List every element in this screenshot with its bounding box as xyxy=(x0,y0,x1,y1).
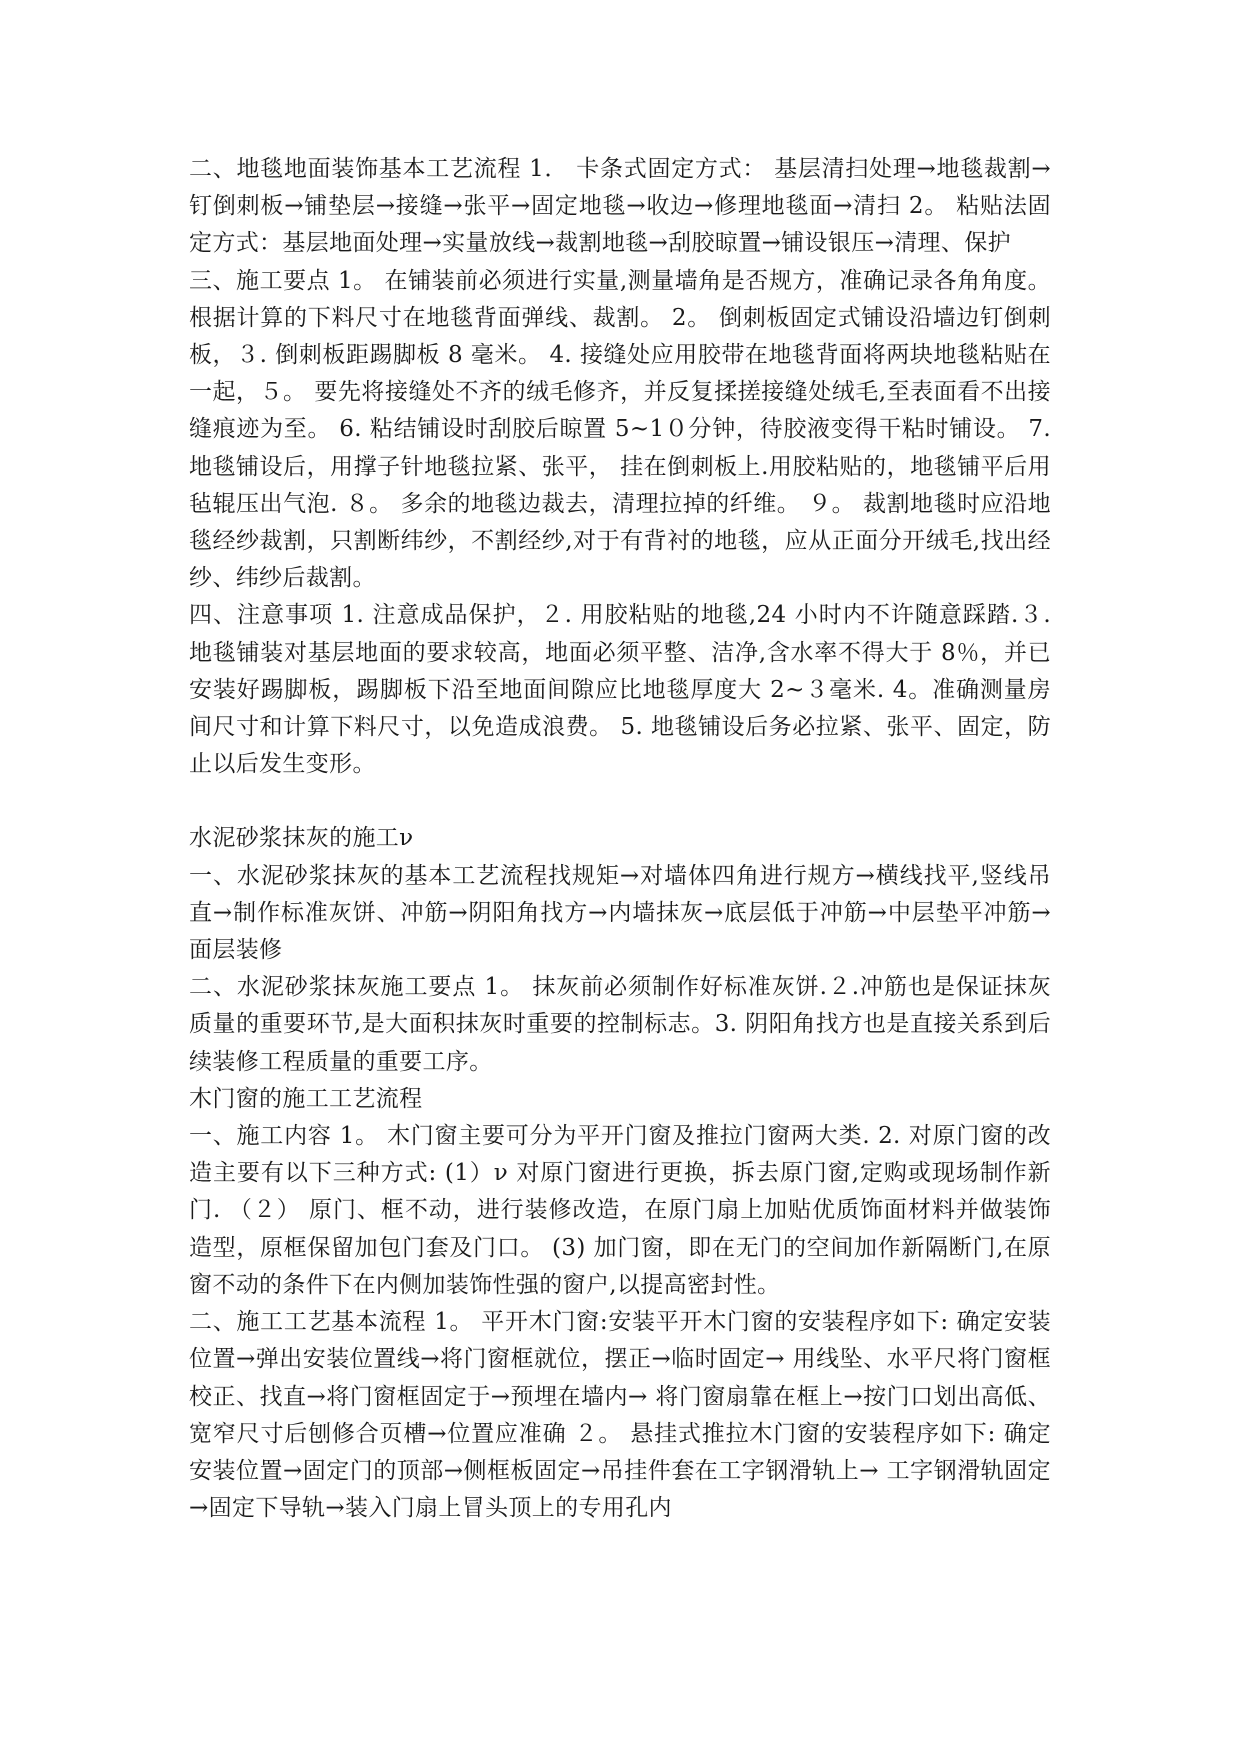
carpet-process-paragraph: 二、地毯地面装饰基本工艺流程 1． 卡条式固定方式： 基层清扫处理→地毯裁割→钉倒刺板→铺垫层→接缝→张平→固定地毯→收边→修理地毯面→清扫 2。 粘贴法固定方式：基层地面处理→实量放线→裁割地毯→刮胶晾置→铺设银压→清理、保护 xyxy=(189,156,1051,257)
carpet-key-points-paragraph: 三、施工要点 1。 在铺装前必须进行实量,测量墙角是否规方，准确记录各角角度。根据计算的下料尺寸在地毯背面弹线、裁割。 2。 倒刺板固定式铺设沿墙边钉倒刺板，３. 倒刺板距踢脚板 8 毫米。 4. 接缝处应用胶带在地毯背面将两块地毯粘贴在一起，５。 要先将接缝处不齐的绒毛修齐，并反复揉搓接缝处绒毛,至表面看不出接缝痕迹为至。 6. 粘结铺设时刮胶后晾置 5~1０分钟，待胶液变得干粘时铺设。 7. 地毯铺设后，用撑子针地毯拉紧、张平， 挂在倒刺板上.用胶粘贴的，地毯铺平后用毡辊压出气泡. ８。 多余的地毯边裁去，清理拉掉的纤维。 ９。 裁割地毯时应沿地毯经纱裁割，只割断纬纱，不割经纱,对于有背衬的地毯，应从正面分开绒毛,找出经纱、纬纱后裁割。 xyxy=(189,267,1051,592)
plaster-heading: 水泥砂浆抹灰的施工ν xyxy=(189,825,414,852)
section-spacer xyxy=(189,783,1051,820)
plaster-key-points-paragraph: 二、水泥砂浆抹灰施工要点 1。 抹灰前必须制作好标准灰饼.２.冲筋也是保证抹灰质量的重要环节,是大面积抹灰时重要的控制标志。3. 阴阳角找方也是直接关系到后续装修工程质量的重要工序。 xyxy=(189,974,1051,1075)
plaster-process-paragraph: 一、水泥砂浆抹灰的基本工艺流程找规矩→对墙体四角进行规方→横线找平,竖线吊直→制作标准灰饼、冲筋→阴阳角找方→内墙抹灰→底层低于冲筋→中层垫平冲筋→面层装修 xyxy=(189,862,1051,964)
wood-door-heading: 木门窗的施工工艺流程 xyxy=(189,1085,423,1112)
wood-door-content-paragraph: 一、施工内容 1。 木门窗主要可分为平开门窗及推拉门窗两大类. 2. 对原门窗的改造主要有以下三种方式: (1）ν 对原门窗进行更换，拆去原门窗,定购或现场制作新门. （２） 原门、框不动，进行装修改造，在原门扇上加贴优质饰面材料并做装饰造型，原框保留加包门套及门口。 (3) 加门窗，即在无门的空间加作新隔断门,在原窗不动的条件下在内侧加装饰性强的窗户,以提高密封性。 xyxy=(189,1123,1051,1298)
wood-door-process-paragraph: 二、施工工艺基本流程 1。 平开木门窗:安装平开木门窗的安装程序如下: 确定安装位置→弹出安装位置线→将门窗框就位，摆正→临时固定→ 用线坠、水平尺将门窗框校正、找直→将门窗框固定于→预埋在墙内→ 将门窗扇靠在框上→按门口划出高低、宽窄尺寸后刨修合页槽→位置应准确 ２。 悬挂式推拉木门窗的安装程序如下: 确定安装位置→固定门的顶部→侧框板固定→吊挂件套在工字钢滑轨上→ 工字钢滑轨固定→固定下导轨→装入门扇上冒头顶上的专用孔内 xyxy=(189,1309,1051,1522)
document-body xyxy=(189,151,1051,1527)
carpet-notes-paragraph: 四、注意事项 1. 注意成品保护，２. 用胶粘贴的地毯,24 小时内不许随意踩踏.３. 地毯铺装对基层地面的要求较高，地面必须平整、洁净,含水率不得大于 8％，并已安装好踢脚板，踢脚板下沿至地面间隙应比地毯厚度大 2~３毫米. 4。准确测量房间尺寸和计算下料尺寸，以免造成浪费。 5. 地毯铺设后务必拉紧、张平、固定，防止以后发生变形。 xyxy=(189,602,1051,778)
